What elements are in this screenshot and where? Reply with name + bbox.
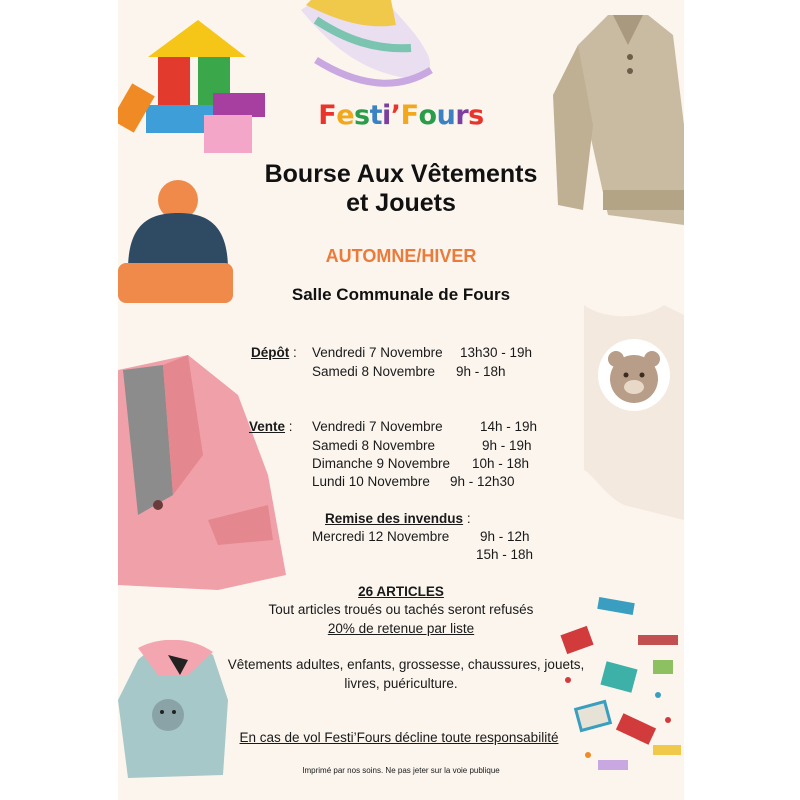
articles-refused-note: Tout articles troués ou tachés seront refusés: [268, 602, 534, 617]
remise-day: Mercredi 12 Novembre: [312, 529, 450, 544]
brand-letter: e: [336, 100, 355, 131]
brand-letter: F: [318, 100, 337, 131]
theft-disclaimer: En cas de vol Festi’Fours décline toute responsabilité: [239, 730, 559, 745]
sneaker-illustration: [296, 0, 436, 95]
vente-label: Vente: [249, 419, 286, 434]
brand-letter: i: [382, 100, 391, 131]
brand-letter: s: [468, 100, 484, 131]
articles-retenue-note: 20% de retenue par liste: [327, 621, 475, 636]
print-footer: Imprimé par nos soins. Ne pas jeter sur la voie publique: [302, 766, 500, 775]
categories-line-1: Vêtements adultes, enfants, grossesse, chaussures, jouets,: [227, 657, 585, 672]
poster: [118, 0, 684, 800]
pink-coat-illustration: [118, 355, 288, 590]
remise-separator: :: [463, 511, 471, 526]
brand-letter: s: [354, 100, 370, 131]
depot-label-group: [251, 345, 297, 360]
vente-row-1-hours: 14h - 19h: [480, 419, 538, 434]
depot-separator: :: [289, 345, 297, 360]
depot-label: Dépôt: [251, 345, 290, 360]
title-line-1: Bourse Aux Vêtements: [264, 160, 538, 188]
categories-line-2: livres, puériculture.: [344, 676, 458, 691]
depot-row-2-day: Samedi 8 Novembre: [312, 364, 436, 379]
brand-letter: u: [436, 100, 456, 131]
vente-row-3-day: Dimanche 9 Novembre: [312, 456, 451, 471]
vente-row-4-day: Lundi 10 Novembre: [312, 474, 430, 489]
depot-row-2-hours: 9h - 18h: [456, 364, 506, 379]
baby-bodysuit-illustration: [564, 295, 684, 525]
brand-letter: r: [455, 100, 469, 131]
vente-row-4-hours: 9h - 12h30: [450, 474, 515, 489]
vente-row-2-hours: 9h - 19h: [482, 438, 532, 453]
vente-row-3-hours: 10h - 18h: [472, 456, 530, 471]
depot-row-1-hours: 13h30 - 19h: [460, 345, 533, 360]
venue-heading: Salle Communale de Fours: [291, 285, 511, 304]
brand-letter: t: [369, 100, 383, 131]
remise-hours-1: 9h - 12h: [480, 529, 530, 544]
brand-letter: o: [418, 100, 437, 131]
depot-row-1-day: Vendredi 7 Novembre: [312, 345, 443, 360]
vente-row-2-day: Samedi 8 Novembre: [312, 438, 436, 453]
season-heading: AUTOMNE/HIVER: [325, 246, 477, 266]
brand-letter: ’: [390, 100, 401, 131]
vente-separator: :: [285, 419, 293, 434]
vente-row-1-day: Vendredi 7 Novembre: [312, 419, 443, 434]
festifours-logo: [118, 100, 684, 131]
vente-label-group: [249, 419, 293, 434]
toy-blocks-illustration: [118, 15, 268, 155]
brand-letter: F: [400, 100, 419, 131]
remise-label: Remise des invendus: [325, 511, 464, 526]
poster-title: [118, 160, 684, 218]
title-line-2: et Jouets: [346, 189, 456, 217]
remise-hours-2: 15h - 18h: [476, 547, 534, 562]
remise-label-group: [325, 511, 471, 526]
articles-count: 26 ARTICLES: [358, 584, 444, 599]
